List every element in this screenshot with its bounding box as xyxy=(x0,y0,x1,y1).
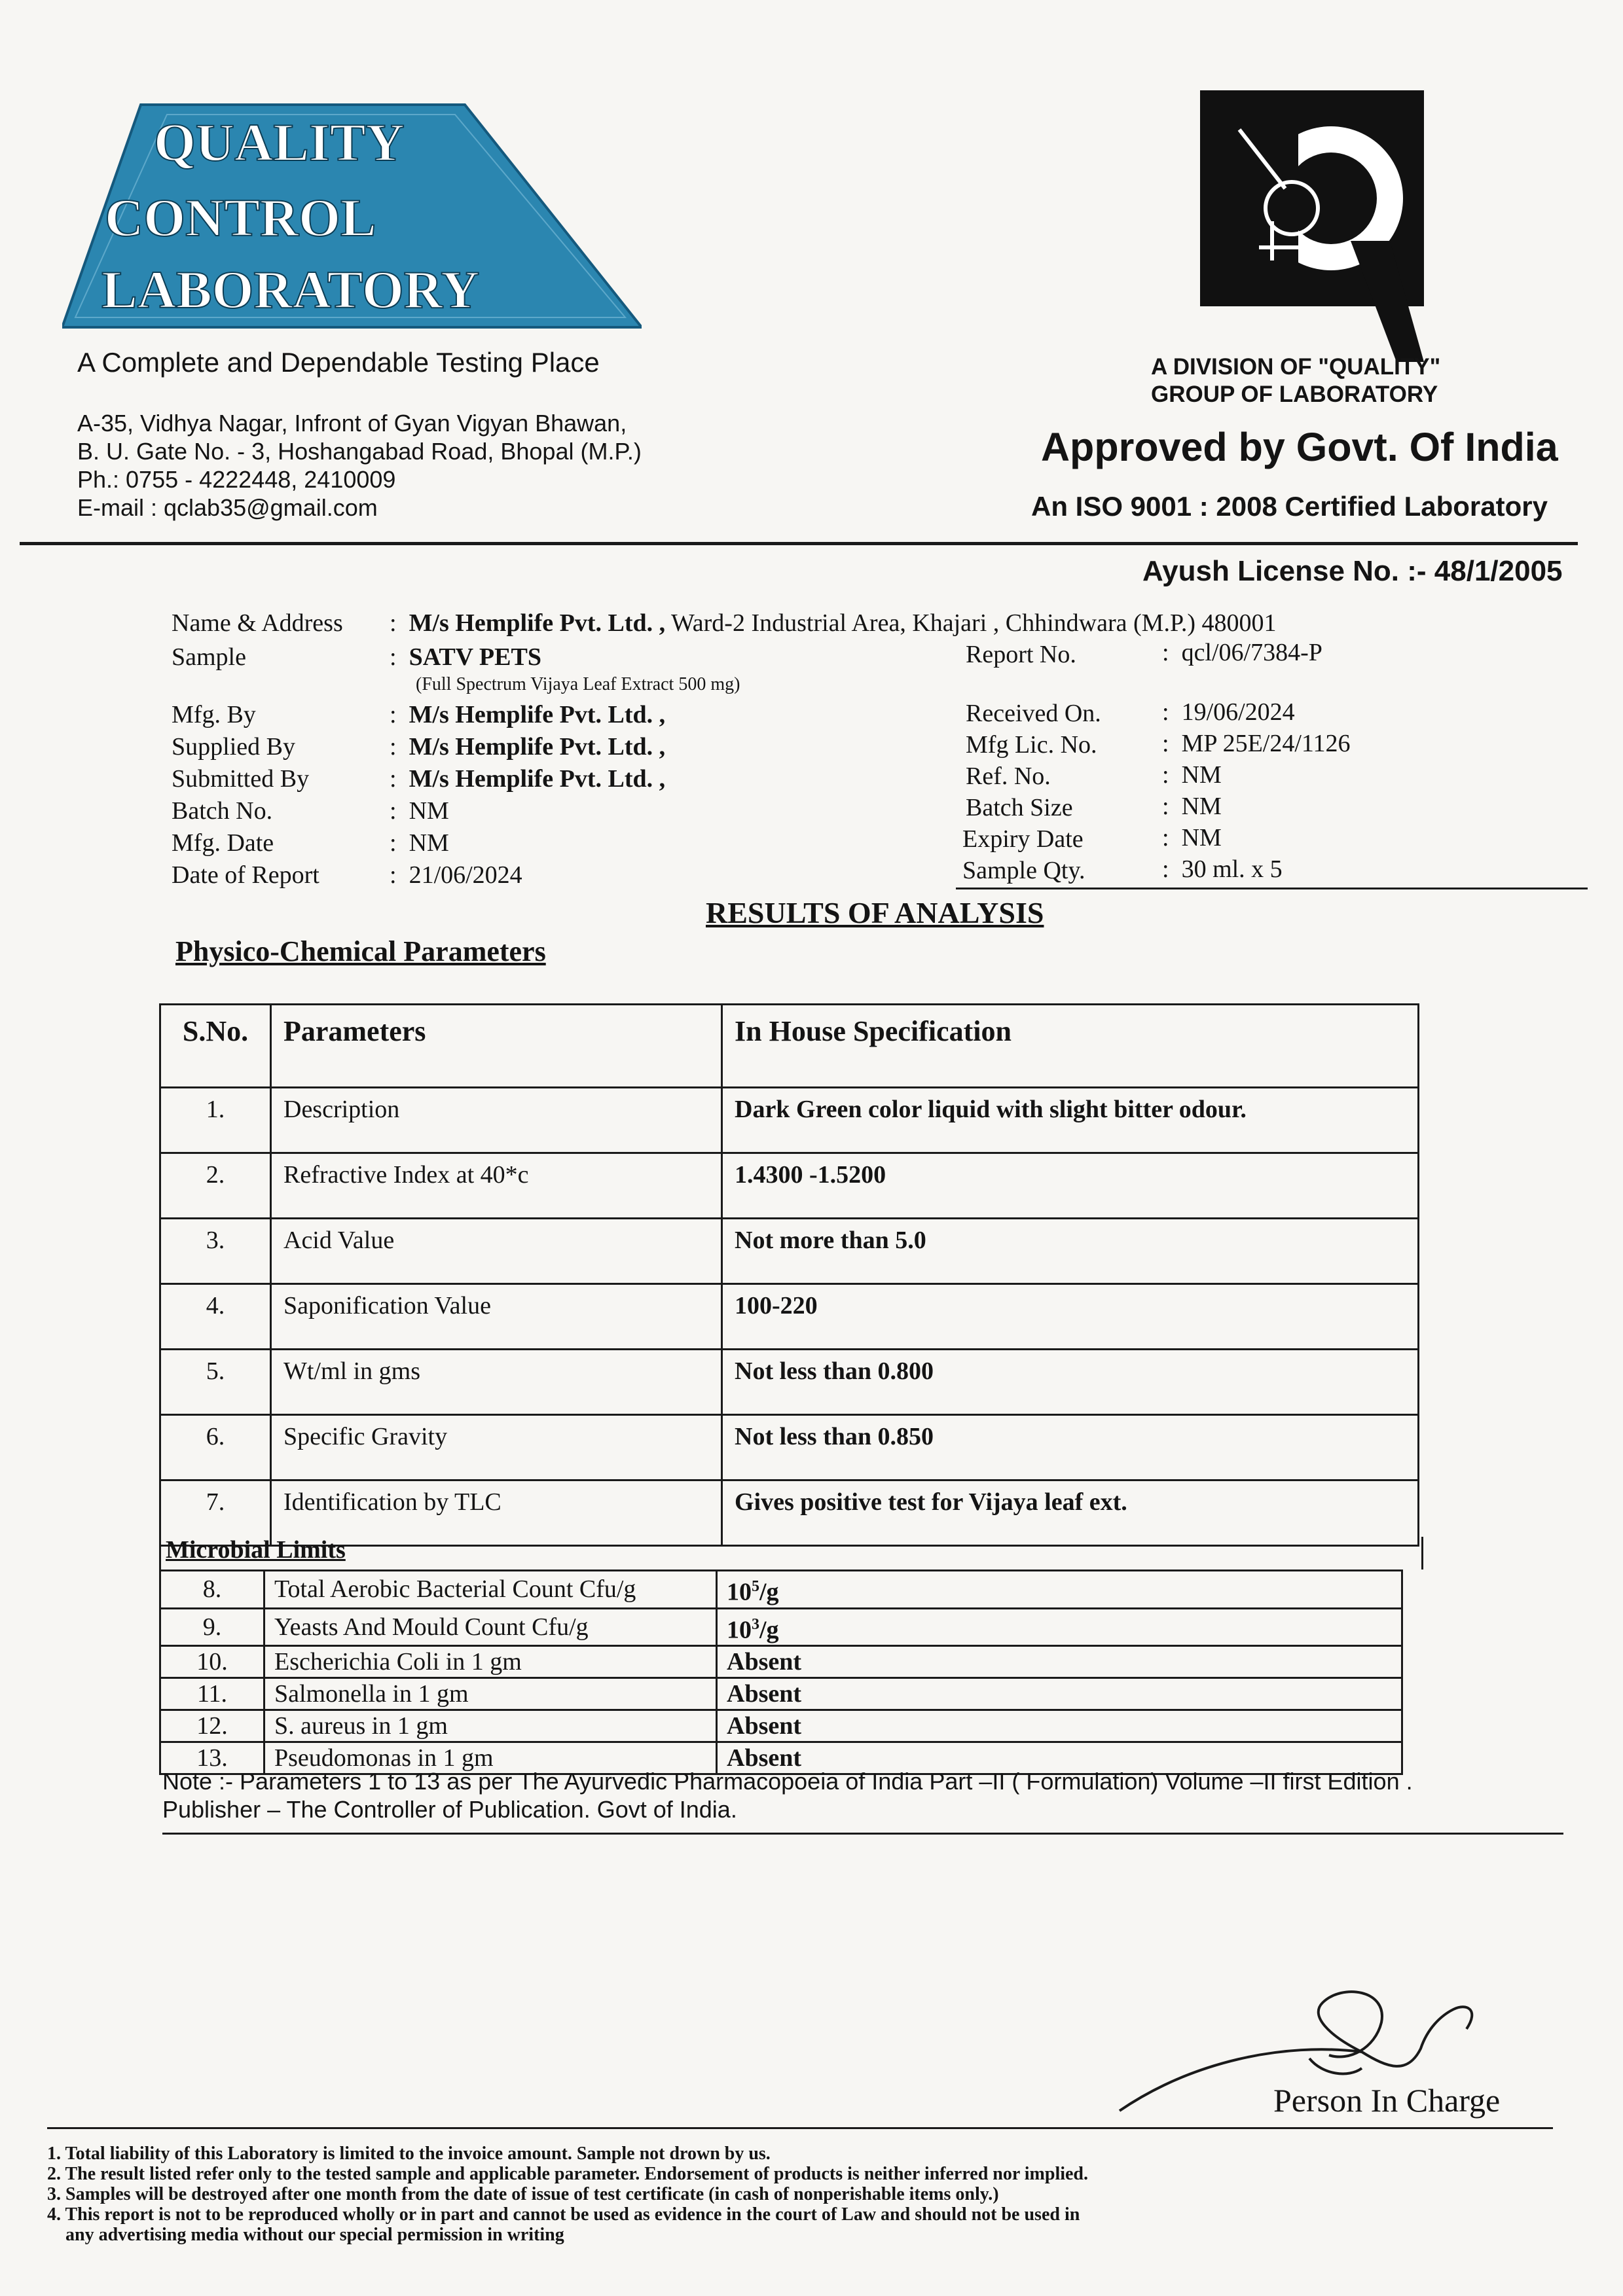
lab-logo xyxy=(62,92,642,340)
table-row xyxy=(160,1350,1419,1415)
batch-no-row xyxy=(390,797,449,825)
logo-line-2: CONTROL xyxy=(105,188,376,247)
sample-qty-value: 30 ml. x 5 xyxy=(1181,855,1283,883)
mfg-date-value: NM xyxy=(409,829,449,857)
mfg-date-label: Mfg. Date xyxy=(172,829,274,857)
row-parameter: Identification by TLC xyxy=(271,1480,722,1546)
logo-trapezoid xyxy=(62,92,642,340)
note-line-2: Publisher – The Controller of Publication. Govt of India. xyxy=(162,1796,737,1823)
row-sno: 9. xyxy=(160,1608,264,1646)
row-spec: 100-220 xyxy=(722,1284,1419,1350)
colon: : xyxy=(1162,698,1169,726)
info-name-address xyxy=(172,609,343,637)
ayush-license: Ayush License No. :- 48/1/2005 xyxy=(1142,555,1563,587)
date-of-report-row xyxy=(390,861,522,889)
colon: : xyxy=(1162,793,1169,820)
microbial-limits-title: Microbial Limits xyxy=(166,1536,346,1564)
row-sno: 7. xyxy=(160,1480,271,1546)
spec-exponent: 3 xyxy=(752,1615,759,1633)
table-row xyxy=(160,1153,1419,1219)
table-row xyxy=(160,1646,1402,1678)
row-sno: 13. xyxy=(160,1742,264,1774)
row-parameter: Acid Value xyxy=(271,1219,722,1284)
note-block xyxy=(162,1767,1563,1823)
row-spec xyxy=(717,1571,1402,1609)
address-line-2: B. U. Gate No. - 3, Hoshangabad Road, Bhopal (M.P.) xyxy=(77,438,642,465)
header-sno: S.No. xyxy=(160,1005,271,1088)
footer-line-5: any advertising media without our special permission in writing xyxy=(47,2225,564,2245)
spec-base: 10 xyxy=(727,1616,752,1644)
table-row xyxy=(160,1571,1402,1609)
colon: : xyxy=(390,733,397,761)
name-address-label: Name & Address xyxy=(172,609,343,637)
batch-no-value: NM xyxy=(409,797,449,825)
table-row xyxy=(160,1608,1402,1646)
row-parameter: Total Aerobic Bacterial Count Cfu/g xyxy=(264,1571,717,1609)
footer-line-3: 3. Samples will be destroyed after one month from the date of issue of test certificate (in cash of nonperishable items only.) xyxy=(47,2184,999,2204)
logo-line-3: LABORATORY xyxy=(101,260,480,319)
row-parameter: Description xyxy=(271,1088,722,1153)
submitted-by-value: M/s Hemplife Pvt. Ltd. , xyxy=(409,765,666,793)
sample-label: Sample xyxy=(172,643,246,671)
physico-chemical-title: Physico-Chemical Parameters xyxy=(175,935,546,967)
colon: : xyxy=(390,797,397,825)
logo-line-1: QUALITY xyxy=(154,113,405,172)
spec-exponent: 5 xyxy=(752,1578,759,1595)
colon: : xyxy=(1162,824,1169,852)
row-sno: 8. xyxy=(160,1571,264,1609)
expiry-date-value: NM xyxy=(1181,824,1222,852)
report-no-value: qcl/06/7384-P xyxy=(1181,639,1322,666)
person-in-charge: Person In Charge xyxy=(1273,2082,1501,2119)
colon: : xyxy=(390,861,397,889)
quality-group-logo xyxy=(1200,90,1424,362)
report-no-label: Report No. xyxy=(966,641,1076,668)
spec-base: 10 xyxy=(727,1578,752,1606)
colon: : xyxy=(390,701,397,728)
mfg-lic-value: MP 25E/24/1126 xyxy=(1181,730,1351,757)
division-text xyxy=(1151,353,1440,408)
submitted-by-label: Submitted By xyxy=(172,765,310,793)
info-name-address-value xyxy=(390,609,1277,637)
ref-no-value: NM xyxy=(1181,761,1222,789)
date-of-report-label: Date of Report xyxy=(172,861,319,889)
footer-line-1: 1. Total liability of this Laboratory is limited to the invoice amount. Sample not drown by us. xyxy=(47,2144,771,2164)
mfg-by-label: Mfg. By xyxy=(172,701,256,728)
batch-no-label: Batch No. xyxy=(172,797,273,825)
row-parameter: Salmonella in 1 gm xyxy=(264,1678,717,1710)
received-on-row xyxy=(1162,698,1295,726)
row-parameter: Escherichia Coli in 1 gm xyxy=(264,1646,717,1678)
row-spec: Gives positive test for Vijaya leaf ext. xyxy=(722,1480,1419,1546)
footer-line-2: 2. The result listed refer only to the tested sample and applicable parameter. Endorsement of products is neither inferred nor implied. xyxy=(47,2164,1088,2184)
sample-qty-label: Sample Qty. xyxy=(962,857,1085,884)
footer-line-4: 4. This report is not to be reproduced wholly or in part and cannot be used as evidence in the court of Law and should not be used in xyxy=(47,2204,1080,2225)
row-sno: 5. xyxy=(160,1350,271,1415)
row-sno: 10. xyxy=(160,1646,264,1678)
row-spec: Dark Green color liquid with slight bitter odour. xyxy=(722,1088,1419,1153)
row-sno: 1. xyxy=(160,1088,271,1153)
footer-terms xyxy=(47,2144,1357,2245)
supplied-by-value: M/s Hemplife Pvt. Ltd. , xyxy=(409,733,666,761)
mfg-lic-row xyxy=(1162,729,1351,758)
approved-by-govt: Approved by Govt. Of India xyxy=(1041,425,1558,469)
row-spec: Not less than 0.850 xyxy=(722,1415,1419,1480)
iso-certification: An ISO 9001 : 2008 Certified Laboratory xyxy=(1031,491,1548,522)
table-header-row xyxy=(160,1005,1419,1088)
row-spec: Not less than 0.800 xyxy=(722,1350,1419,1415)
microbial-title-row xyxy=(159,1537,1423,1570)
table-row xyxy=(160,1678,1402,1710)
row-spec: 1.4300 -1.5200 xyxy=(722,1153,1419,1219)
row-spec: Absent xyxy=(717,1678,1402,1710)
received-on-label: Received On. xyxy=(966,700,1101,727)
batch-size-row xyxy=(1162,792,1222,821)
colon: : xyxy=(390,829,397,857)
row-spec: Absent xyxy=(717,1742,1402,1774)
address-email: E-mail : qclab35@gmail.com xyxy=(77,494,378,521)
submitted-by-row xyxy=(390,764,665,793)
row-sno: 6. xyxy=(160,1415,271,1480)
colon: : xyxy=(1162,730,1169,757)
info-divider xyxy=(956,888,1588,889)
table-row xyxy=(160,1088,1419,1153)
mfg-date-row xyxy=(390,829,449,857)
row-spec: Not more than 5.0 xyxy=(722,1219,1419,1284)
ref-no-row xyxy=(1162,761,1222,789)
row-parameter: Saponification Value xyxy=(271,1284,722,1350)
header-specification: In House Specification xyxy=(722,1005,1419,1088)
expiry-date-label: Expiry Date xyxy=(962,825,1084,853)
row-parameter: S. aureus in 1 gm xyxy=(264,1710,717,1742)
colon: : xyxy=(1162,761,1169,789)
division-line-1: A DIVISION OF "QUALITY" xyxy=(1151,354,1441,380)
header-divider xyxy=(20,542,1578,545)
supplied-by-label: Supplied By xyxy=(172,733,295,761)
row-sno: 2. xyxy=(160,1153,271,1219)
table-row xyxy=(160,1480,1419,1546)
row-sno: 12. xyxy=(160,1710,264,1742)
mfg-by-value: M/s Hemplife Pvt. Ltd. , xyxy=(409,701,666,728)
address-line-1: A-35, Vidhya Nagar, Infront of Gyan Vigyan Bhawan, xyxy=(77,410,627,437)
microbial-table xyxy=(159,1570,1403,1775)
footer-divider xyxy=(47,2127,1553,2129)
row-parameter: Pseudomonas in 1 gm xyxy=(264,1742,717,1774)
report-no-row xyxy=(1162,638,1322,667)
date-of-report-value: 21/06/2024 xyxy=(409,861,522,889)
sample-qty-row xyxy=(1162,855,1283,884)
row-sno: 4. xyxy=(160,1284,271,1350)
colon: : xyxy=(390,609,397,637)
results-title: RESULTS OF ANALYSIS xyxy=(706,896,1044,929)
colon: : xyxy=(1162,855,1169,883)
row-sno: 11. xyxy=(160,1678,264,1710)
mfg-lic-label: Mfg Lic. No. xyxy=(966,731,1097,759)
colon: : xyxy=(1162,639,1169,666)
table-row xyxy=(160,1219,1419,1284)
supplied-by-row xyxy=(390,732,665,761)
note-divider xyxy=(162,1833,1563,1835)
received-on-value: 19/06/2024 xyxy=(1181,698,1295,726)
sample-value: SATV PETS xyxy=(409,643,541,671)
lab-tagline: A Complete and Dependable Testing Place xyxy=(77,347,600,378)
spec-unit: /g xyxy=(759,1616,779,1644)
row-parameter: Wt/ml in gms xyxy=(271,1350,722,1415)
address-phone: Ph.: 0755 - 4222448, 2410009 xyxy=(77,466,396,493)
sample-subtitle: (Full Spectrum Vijaya Leaf Extract 500 mg) xyxy=(416,674,740,694)
name-address-company: M/s Hemplife Pvt. Ltd. , xyxy=(409,609,666,637)
expiry-date-row xyxy=(1162,823,1222,852)
mfg-by-row xyxy=(390,700,665,729)
row-parameter: Refractive Index at 40*c xyxy=(271,1153,722,1219)
row-parameter: Yeasts And Mould Count Cfu/g xyxy=(264,1608,717,1646)
name-address-rest: Ward-2 Industrial Area, Khajari , Chhindwara (M.P.) 480001 xyxy=(670,609,1277,637)
note-line-1: Note :- Parameters 1 to 13 as per The Ayurvedic Pharmacopoeia of India Part –II ( Formulation) Volume –II first Edition . xyxy=(162,1768,1413,1795)
parameters-table xyxy=(159,1003,1419,1547)
colon: : xyxy=(390,765,397,793)
row-parameter: Specific Gravity xyxy=(271,1415,722,1480)
table-row xyxy=(160,1710,1402,1742)
batch-size-value: NM xyxy=(1181,793,1222,820)
header-parameters: Parameters xyxy=(271,1005,722,1088)
row-spec xyxy=(717,1608,1402,1646)
row-sno: 3. xyxy=(160,1219,271,1284)
division-line-2: GROUP OF LABORATORY xyxy=(1151,382,1438,407)
batch-size-label: Batch Size xyxy=(966,794,1073,821)
table-row xyxy=(160,1415,1419,1480)
colon: : xyxy=(390,643,397,671)
row-spec: Absent xyxy=(717,1646,1402,1678)
spec-unit: /g xyxy=(759,1578,779,1606)
row-spec: Absent xyxy=(717,1710,1402,1742)
sample-value-row xyxy=(390,643,541,672)
table-row xyxy=(160,1284,1419,1350)
ref-no-label: Ref. No. xyxy=(966,762,1051,790)
